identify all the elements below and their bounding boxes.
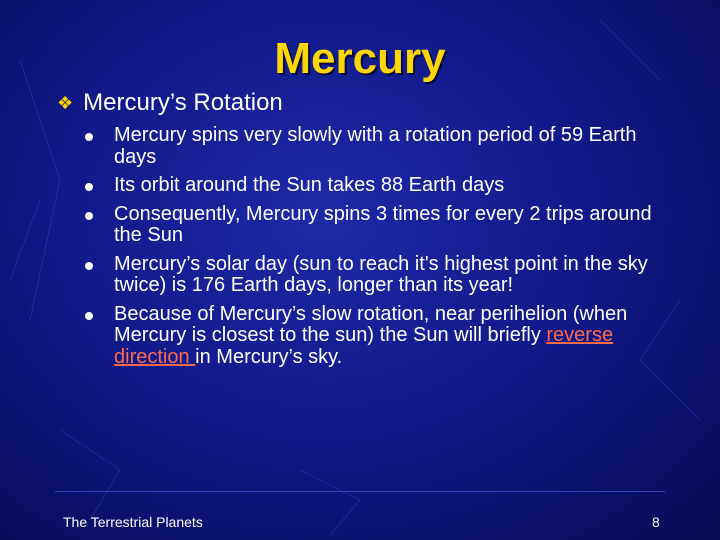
bullet-text: Consequently, Mercury spins 3 times for every 2 trips around the Sun: [114, 202, 652, 246]
round-bullet-icon: [85, 312, 93, 320]
round-bullet-icon: [85, 133, 93, 141]
slide-title: Mercury: [274, 34, 446, 83]
bullet-text: Mercury’s solar day (sun to reach it's highest point in the sky twice) is 176 Earth days, longer than its year!: [114, 252, 648, 296]
diamond-bullet-icon: ❖: [57, 93, 74, 113]
bullet-item: [83, 254, 673, 297]
footer-divider: [55, 491, 665, 492]
slide-number: 8: [652, 514, 660, 530]
reverse-direction-link[interactable]: reverse direction: [114, 324, 614, 368]
section-heading: [57, 89, 283, 117]
round-bullet-icon: [85, 212, 93, 220]
bullet-text: Mercury spins very slowly with a rotation period of 59 Earth days: [114, 124, 637, 168]
bullet-item: [83, 125, 673, 168]
bullet-item: [83, 175, 673, 197]
round-bullet-icon: [85, 183, 93, 191]
bullet-text: Its orbit around the Sun takes 88 Earth days: [114, 174, 505, 196]
bullet-item: [83, 204, 673, 247]
section-heading-text: Mercury’s Rotation: [83, 89, 283, 116]
round-bullet-icon: [85, 262, 93, 270]
footer-presentation-title: The Terrestrial Planets: [63, 514, 203, 530]
bullet-item: [83, 304, 673, 369]
bullet-text-start: Because of Mercury’s slow rotation, near perihelion (when Mercury is closest to the sun) the Sun will briefly: [114, 302, 628, 346]
bullet-list: [83, 125, 673, 375]
bullet-text-end: in Mercury’s sky.: [195, 345, 343, 368]
